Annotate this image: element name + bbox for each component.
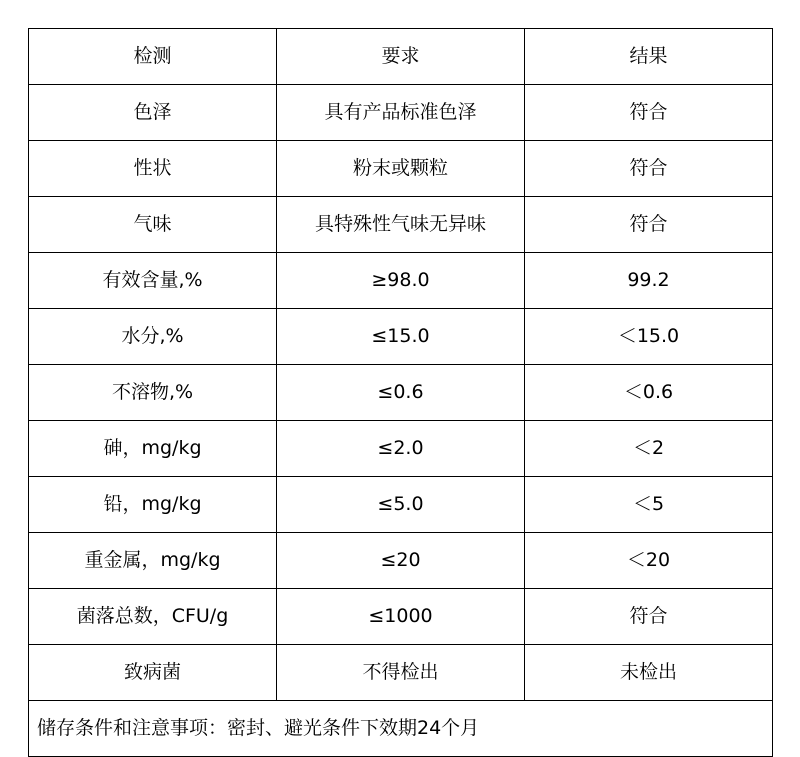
cell-result: ＜15.0 — [525, 309, 773, 365]
table-row — [29, 645, 773, 701]
table-row — [29, 85, 773, 141]
cell-requirement: 具特殊性气味无异味 — [277, 197, 525, 253]
table-row — [29, 477, 773, 533]
cell-requirement: ≤20 — [277, 533, 525, 589]
cell-result: ＜5 — [525, 477, 773, 533]
header-label-item: 检测 — [133, 45, 172, 68]
cell-item: 菌落总数，CFU/g — [29, 589, 277, 645]
cell-requirement: ≤2.0 — [277, 421, 525, 477]
cell-requirement: ≤5.0 — [277, 477, 525, 533]
cell-item: 致病菌 — [29, 645, 277, 701]
cell-result: 符合 — [525, 141, 773, 197]
storage-note-cell — [29, 701, 773, 757]
table-row — [29, 365, 773, 421]
header-label-requirement: 要求 — [381, 45, 420, 68]
cell-requirement: ≥98.0 — [277, 253, 525, 309]
cell-item: 性状 — [29, 141, 277, 197]
cell-requirement: ≤1000 — [277, 589, 525, 645]
table-row — [29, 141, 773, 197]
cell-requirement: 粉末或颗粒 — [277, 141, 525, 197]
cell-item: 有效含量,% — [29, 253, 277, 309]
cell-result: 符合 — [525, 85, 773, 141]
table-row — [29, 421, 773, 477]
table-row — [29, 253, 773, 309]
cell-result: ＜0.6 — [525, 365, 773, 421]
table-row — [29, 589, 773, 645]
cell-item: 不溶物,% — [29, 365, 277, 421]
storage-note: 储存条件和注意事项：密封、避光条件下效期24个月 — [37, 717, 480, 740]
cell-item: 色泽 — [29, 85, 277, 141]
cell-requirement: 具有产品标准色泽 — [277, 85, 525, 141]
cell-item: 砷，mg/kg — [29, 421, 277, 477]
cell-item: 水分,% — [29, 309, 277, 365]
cell-result: 符合 — [525, 589, 773, 645]
table-header-row — [29, 29, 773, 85]
cell-result: 99.2 — [525, 253, 773, 309]
cell-requirement: ≤0.6 — [277, 365, 525, 421]
specification-table — [28, 28, 773, 757]
cell-requirement: 不得检出 — [277, 645, 525, 701]
table-row — [29, 309, 773, 365]
header-label-result: 结果 — [629, 45, 668, 68]
cell-result: 未检出 — [525, 645, 773, 701]
cell-result: 符合 — [525, 197, 773, 253]
header-cell-item — [29, 29, 277, 85]
header-cell-requirement — [277, 29, 525, 85]
cell-item: 重金属，mg/kg — [29, 533, 277, 589]
table-footer-row — [29, 701, 773, 757]
cell-item: 铅，mg/kg — [29, 477, 277, 533]
cell-result: ＜20 — [525, 533, 773, 589]
table-row — [29, 197, 773, 253]
cell-item: 气味 — [29, 197, 277, 253]
cell-requirement: ≤15.0 — [277, 309, 525, 365]
cell-result: ＜2 — [525, 421, 773, 477]
table-row — [29, 533, 773, 589]
header-cell-result — [525, 29, 773, 85]
